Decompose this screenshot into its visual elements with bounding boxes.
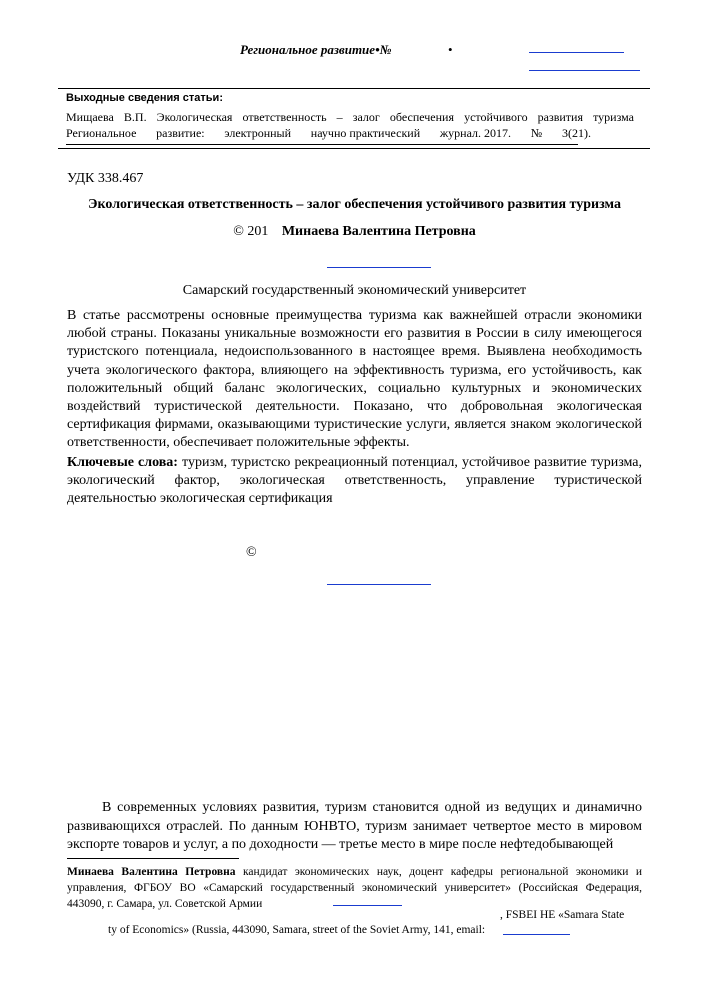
footnote-en-email-link[interactable] xyxy=(503,934,570,935)
journal-title: Региональное развитие•№ xyxy=(240,42,392,57)
article-title: Экологическая ответственность – залог обеспечения устойчивого развития туризма xyxy=(88,197,621,212)
keywords-label: Ключевые слова: xyxy=(67,455,178,470)
output-heading: Выходные сведения статьи: xyxy=(66,92,223,104)
footnote-en-line-1: , FSBEI HE «Samara State xyxy=(500,909,625,921)
copyright-en: © xyxy=(246,545,257,560)
body-paragraph: В современных условиях развития, туризм становится одной из ведущих и динамично развивающихся отраслей. По данным ЮНВТО, туризм занимает четвертое место в мировом экспорте товаров и услуг, а по доходности — третье место в мире после нефтедобывающей xyxy=(67,800,642,853)
footnote-author: Минаева Валентина Петровна xyxy=(67,866,236,878)
article-output-box xyxy=(58,88,650,149)
abstract: В статье рассмотрены основные преимущества туризма как важнейшей отрасли экономики любой страны. Показаны уникальные возможности его развития в России в силу имеющегося туристского потенциала, недоиспользованного в настоящее время. Выявлена необходимость учета экологического фактора, влияющего на эффективность туризма, его устойчивость, как положительный общий баланс экологических, социально культурных и экономических воздействий туристической деятельности. Показано, что добровольная экологическая сертификация фирмами, оказывающими туристические услуги, является знаком экологической ответственности, обеспечивает положительные эффекты. xyxy=(67,308,642,451)
header-link-1[interactable] xyxy=(529,52,624,53)
affiliation: Самарский государственный экономический университет xyxy=(182,283,527,298)
output-divider xyxy=(66,144,578,145)
author-name: Минаева Валентина Петровна xyxy=(281,224,476,239)
output-citation-line-2: Региональное развитие: электронный научно практический журнал. 2017. № 3(21). xyxy=(66,126,591,140)
keywords-text: туризм, туристско рекреационный потенциал, устойчивое развитие туризма, экологический фактор, экологическая ответственность, управление туристической деятельностью экологическая сертификация xyxy=(67,455,642,507)
footnote-email-link[interactable] xyxy=(333,905,402,906)
journal-header xyxy=(0,42,709,62)
udk-code: УДК 338.467 xyxy=(67,171,144,186)
footnote-divider xyxy=(67,858,239,859)
author-email-link-en[interactable] xyxy=(327,584,431,585)
output-citation-line-1: Мищаева В.П. Экологическая ответственность – залог обеспечения устойчивого развития туризма xyxy=(66,110,634,124)
author-email-link[interactable] xyxy=(327,267,431,268)
footnote-en-line-2: ty of Economics» (Russia, 443090, Samara, street of the Soviet Army, 141, email: xyxy=(108,924,486,936)
copyright-year: © 201 xyxy=(233,224,269,239)
byline xyxy=(0,224,709,240)
keywords xyxy=(67,454,642,509)
header-bullet: • xyxy=(448,42,453,57)
header-link-2[interactable] xyxy=(529,70,640,71)
footnote-text: кандидат экономических наук, доцент кафедры региональной экономики и управления, ФГБОУ ВО «Самарский государственный экономический университет» (Российская Федерация, 443090, г. Самара, ул. Советской Армии xyxy=(67,866,643,910)
